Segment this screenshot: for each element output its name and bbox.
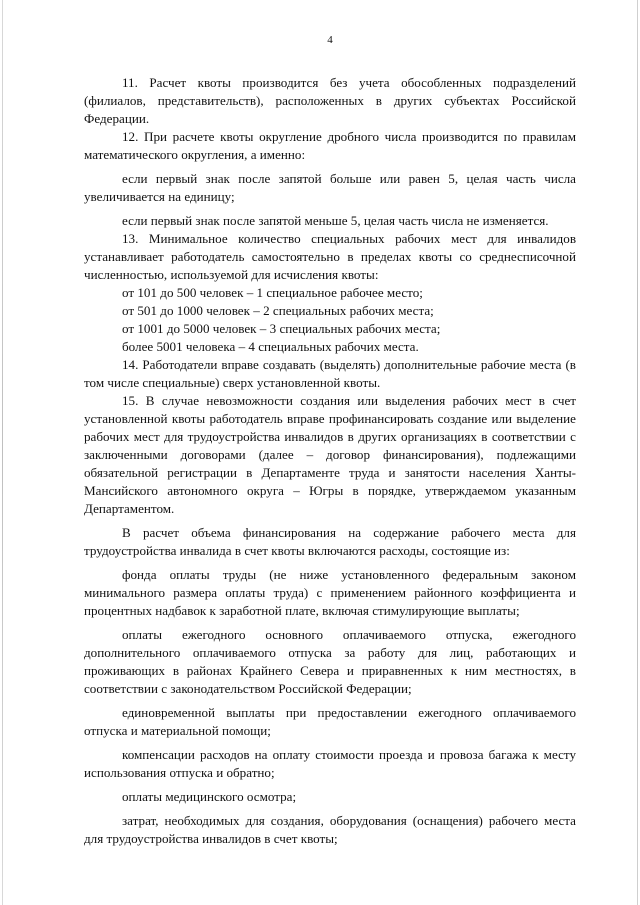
expense-item: компенсации расходов на оплату стоимости проезда и провоза багажа к месту использования отпуска и обратно;	[84, 747, 576, 780]
document-body	[84, 74, 576, 848]
scan-edge-right	[637, 0, 638, 905]
expense-item: оплаты ежегодного основного оплачиваемого отпуска, ежегодного дополнительного оплачиваемого отпуска за работу для лиц, работающих и проживающих в районах Крайнего Севера и приравненных к ним местностях, в соответствии с законодательством Российской Федерации;	[84, 627, 576, 696]
paragraph-14: 14. Работодатели вправе создавать (выделять) дополнительные рабочие места (в том числе специальные) сверх установленной квоты.	[84, 357, 576, 390]
page-number: 4	[327, 34, 333, 46]
expense-item: фонда оплаты труды (не ниже установленного федеральным законом минимального размера оплаты труда) с применением районного коэффициента и процентных надбавок к заработной плате, включая стимулирующие выплаты;	[84, 567, 576, 618]
paragraph-15: 15. В случае невозможности создания или выделения рабочих мест в счет установленной квоты работодатель вправе профинансировать создание или выделение рабочих мест для трудоустройства инвалидов в других организациях в соответствии с заключенными договорами (далее – договор финансирования), подлежащими обязательной регистрации в Департаменте труда и занятости населения Ханты-Мансийского автономного округа – Югры в порядке, утверждаемом указанным Департаментом.	[84, 393, 576, 516]
quota-list-item: от 501 до 1000 человек – 2 специальных рабочих места;	[122, 303, 434, 318]
expense-item: оплаты медицинского осмотра;	[122, 789, 297, 804]
paragraph-12: 12. При расчете квоты округление дробного числа производится по правилам математического округления, а именно:	[84, 129, 576, 162]
quota-list-item: от 1001 до 5000 человек – 3 специальных рабочих места;	[122, 321, 441, 336]
financing-intro: В расчет объема финансирования на содержание рабочего места для трудоустройства инвалида в счет квоты включаются расходы, состоящие из:	[84, 525, 576, 558]
paragraph-13: 13. Минимальное количество специальных рабочих мест для инвалидов устанавливает работодатель самостоятельно в пределах квоты со среднесписочной численностью, используемой для исчисления квоты:	[84, 231, 576, 282]
expense-item: единовременной выплаты при предоставлении ежегодного оплачиваемого отпуска и материальной помощи;	[84, 705, 576, 738]
scan-edge-left	[2, 0, 3, 905]
paragraph-12-rule-b: если первый знак после запятой меньше 5, целая часть числа не изменяется.	[122, 213, 549, 228]
quota-list-item: от 101 до 500 человек – 1 специальное рабочее место;	[122, 285, 423, 300]
paragraph-12-rule-a: если первый знак после запятой больше или равен 5, целая часть числа увеличивается на единицу;	[84, 171, 576, 204]
paragraph-11: 11. Расчет квоты производится без учета обособленных подразделений (филиалов, представительств), расположенных в других субъектах Российской Федерации.	[84, 75, 576, 126]
quota-list-item: более 5001 человека – 4 специальных рабочих места.	[122, 339, 419, 354]
expense-item: затрат, необходимых для создания, оборудования (оснащения) рабочего места для трудоустройства инвалидов в счет квоты;	[84, 813, 576, 846]
